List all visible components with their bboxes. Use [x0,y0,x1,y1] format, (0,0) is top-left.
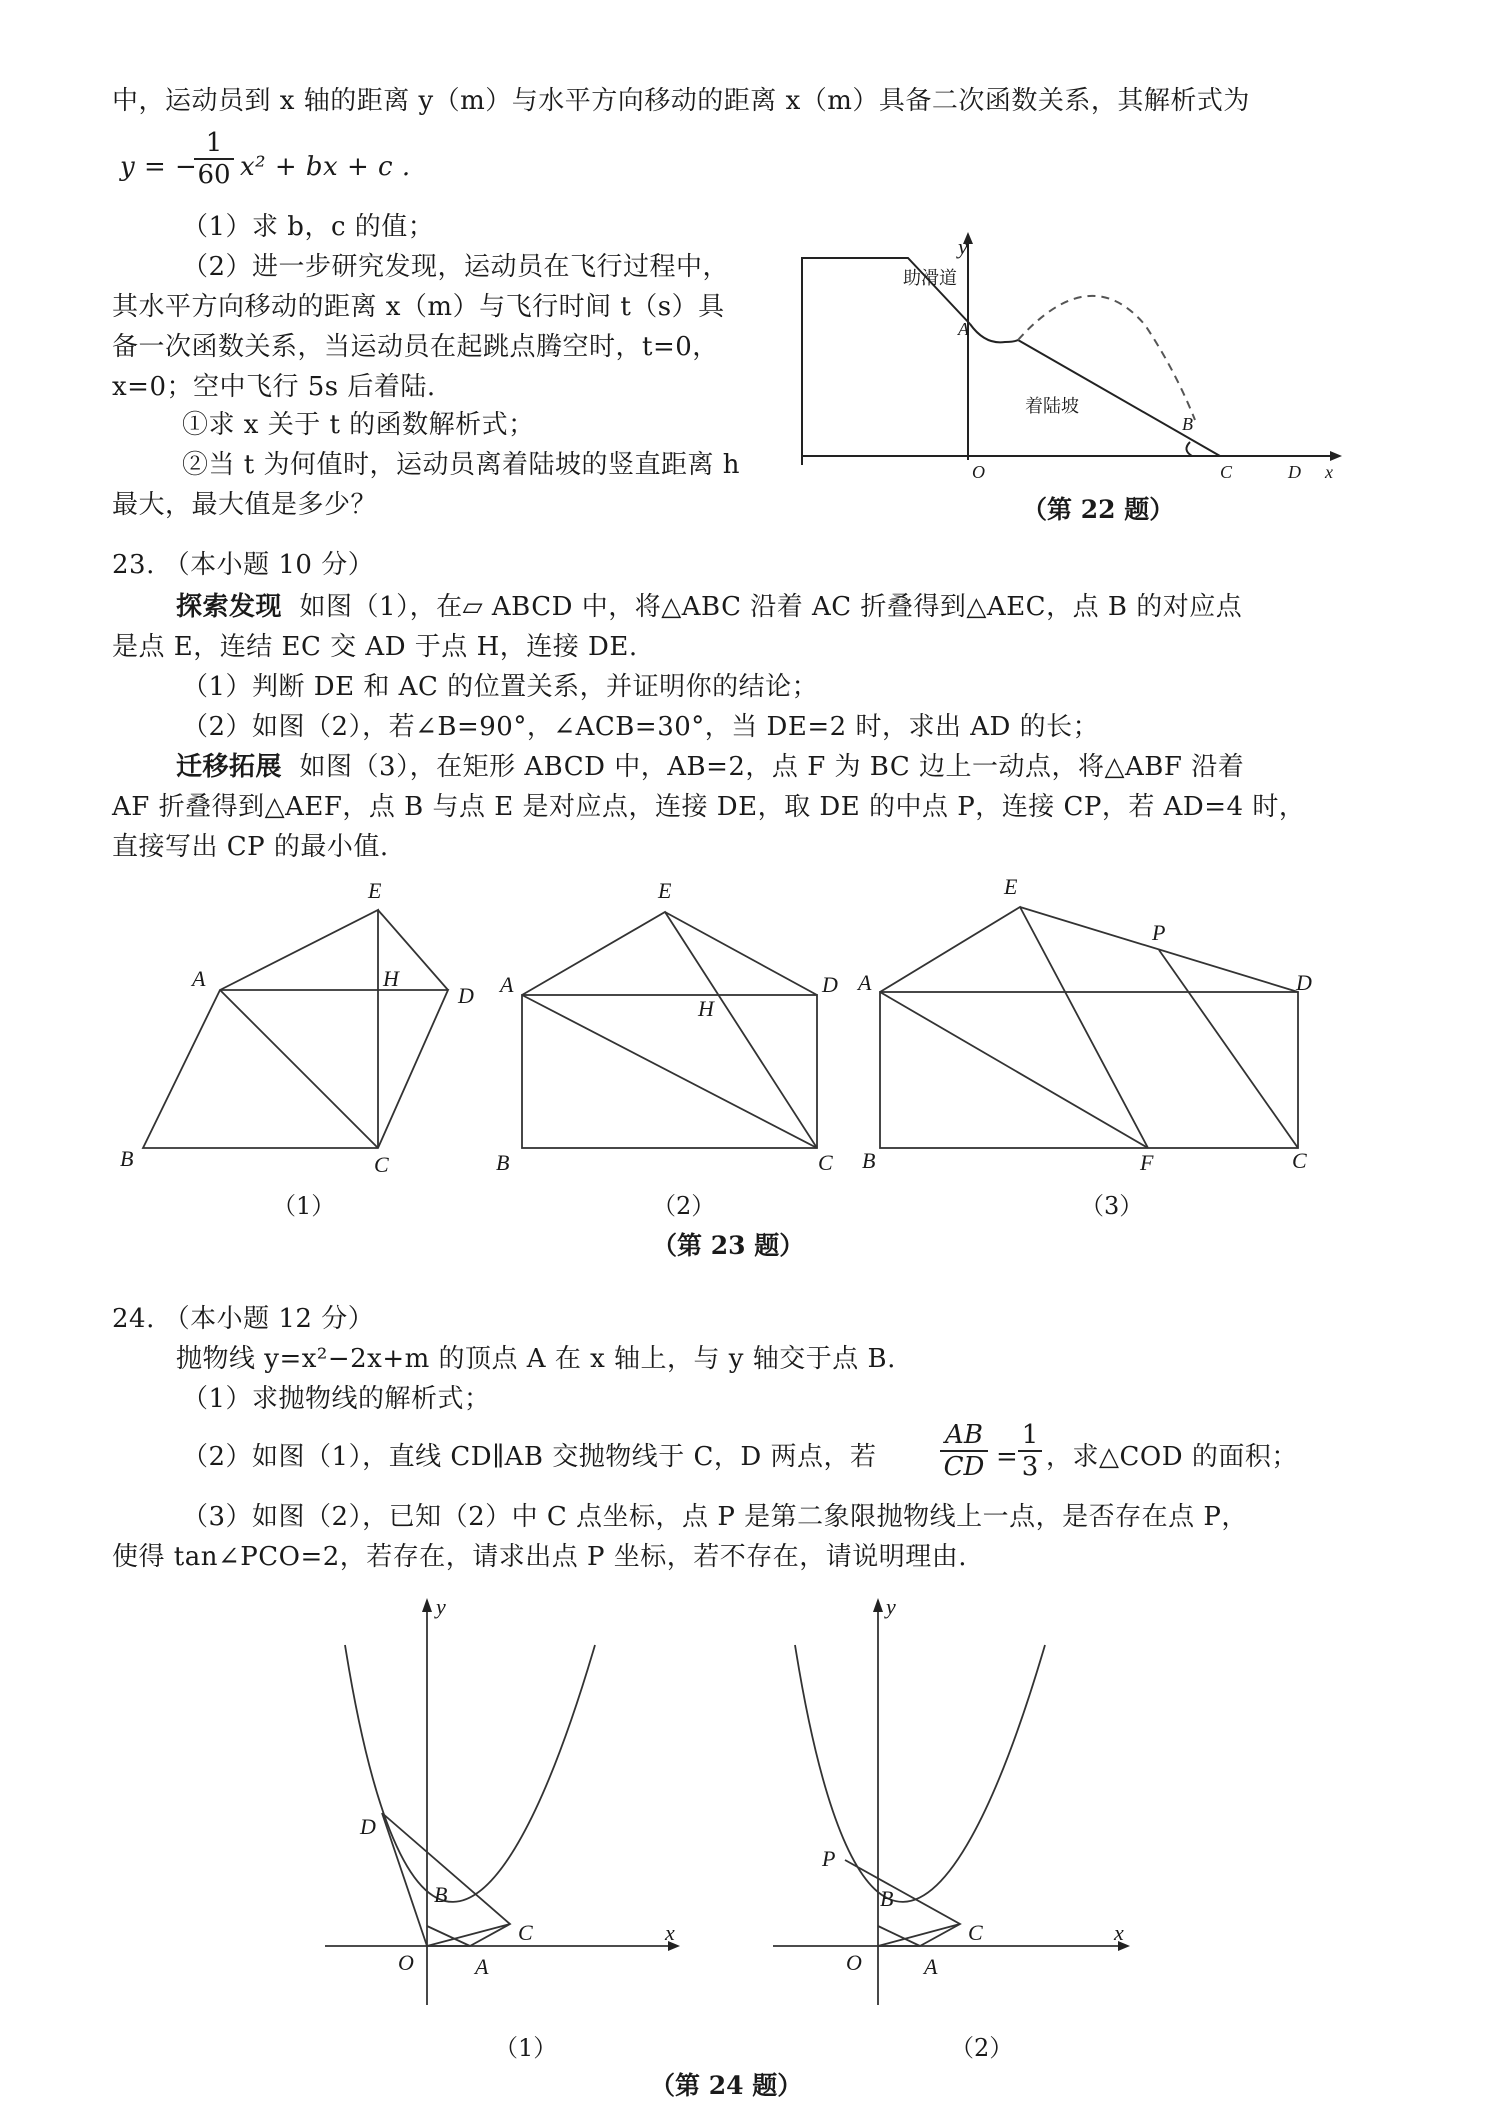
q23-fig3-num: （3） [1080,1192,1144,1220]
q24-part2-post: ，求△COD 的面积； [1046,1442,1298,1472]
q22-label-o: O [972,462,985,482]
q23-f1-a: A [192,966,206,991]
q24-f1-y: y [436,1594,446,1619]
q24-caption: （第 24 题） [650,2071,803,2100]
q23-f1-b: B [120,1146,134,1171]
q24-part2-pre: （2）如图（1），直线 CD∥AB 交抛物线于 C，D 两点，若 [182,1442,877,1472]
q24-f1-d: D [360,1814,376,1839]
q22-label-x: x [1325,462,1333,482]
q22-part2-line2: 其水平方向移动的距离 x（m）与飞行时间 t（s）具 [112,292,725,322]
q23-part2: （2）如图（2），若∠B=90°，∠ACB=30°，当 DE=2 时，求出 AD 的长； [182,712,1100,742]
q24-f1-b: B [434,1882,448,1907]
q24-fig2 [773,1605,1122,2005]
q22-label-a: A [958,319,969,339]
q23-line2: 是点 E，连结 EC 交 AD 于点 H，连接 DE. [112,632,638,662]
q23-caption: （第 23 题） [652,1231,805,1260]
q24-part2-num: AB [945,1420,983,1450]
q24-f1-a: A [475,1954,489,1979]
q22-part2-line4: x=0；空中飞行 5s 后着陆. [112,372,436,402]
q23-f1-d: D [458,983,474,1008]
q22-formula-prefix: y = − [120,152,198,182]
q24-part2-rnum: 1 [1021,1420,1039,1450]
q22-label-b: B [1182,414,1193,434]
q22-formula-num: 1 [205,128,223,158]
q22-line1: 中，运动员到 x 轴的距离 y（m）与水平方向移动的距离 x（m）具备二次函数关系，其解析式为 [112,86,1250,116]
q22-part2-b-line2: 最大，最大值是多少？ [112,490,378,520]
q23-fig1-num: （1） [272,1192,336,1220]
q22-formula-suffix: x² + bx + c . [240,152,411,182]
q23-f2-e: E [658,878,672,903]
q24-header: 24. （本小题 12 分） [112,1304,375,1334]
q22-part2-line3: 备一次函数关系，当运动员在起跳点腾空时，t=0， [112,332,719,362]
q22-part2-a: ①求 x 关于 t 的函数解析式； [182,410,535,440]
q24-part3-line1: （3）如图（2），已知（2）中 C 点坐标，点 P 是第二象限抛物线上一点，是否存在点 P， [182,1502,1248,1532]
q23-f3-c: C [1292,1148,1307,1173]
q23-extend-title: 迁移拓展 [176,752,283,782]
q23-line5: 直接写出 CP 的最小值. [112,832,389,862]
q23-f2-c: C [818,1150,833,1175]
q24-part2-rden: 3 [1018,1450,1042,1482]
q22-label-d: D [1288,462,1301,482]
q23-f2-d: D [822,972,838,997]
q23-f3-b: B [862,1148,876,1173]
q22-caption: （第 22 题） [1022,495,1175,524]
q24-f2-p: P [822,1846,836,1871]
q22-label-ramp: 助滑道 [903,268,957,288]
q23-f3-d: D [1296,970,1312,995]
q24-f2-a: A [924,1954,938,1979]
q22-label-c: C [1220,462,1233,482]
q24-line1: 抛物线 y=x²−2x+m 的顶点 A 在 x 轴上，与 y 轴交于点 B. [176,1344,896,1374]
q23-f3-a: A [858,970,872,995]
q23-line3-text: 如图（3），在矩形 ABCD 中，AB=2，点 F 为 BC 边上一动点，将△ABF 沿着 [299,752,1245,782]
q23-fig2-num: （2） [652,1192,716,1220]
q23-line4: AF 折叠得到△AEF，点 B 与点 E 是对应点，连接 DE，取 DE 的中点 P，连接 CP，若 AD=4 时， [112,792,1306,822]
q24-fig1 [325,1605,672,2005]
q24-part3-line2: 使得 tan∠PCO=2，若存在，请求出点 P 坐标，若不存在，请说明理由. [112,1542,968,1572]
q23-f1-c: C [374,1152,389,1177]
q22-label-y: y [958,234,968,259]
q24-f2-x: x [1114,1920,1124,1945]
q23-f1-h: H [383,966,399,991]
q22-part1: （1）求 b，c 的值； [182,212,435,242]
q24-fig1-num: （1） [494,2034,558,2062]
q22-label-slope: 着陆坡 [1025,396,1079,416]
q23-f3-e: E [1004,874,1018,899]
q23-part1: （1）判断 DE 和 AC 的位置关系，并证明你的结论； [182,672,819,702]
q24-part1: （1）求抛物线的解析式； [182,1384,491,1414]
q24-f2-b: B [880,1886,894,1911]
q22-formula-den: 60 [194,158,234,190]
q23-f3-f: F [1140,1150,1154,1175]
q22-part2-b-line1: ②当 t 为何值时，运动员离着陆坡的竖直距离 h [182,450,740,480]
q22-part2-line1: （2）进一步研究发现，运动员在飞行过程中， [182,252,730,282]
q24-f2-o: O [846,1950,862,1975]
q23-f3-p: P [1152,920,1166,945]
q24-f2-y: y [886,1594,896,1619]
q24-f1-o: O [398,1950,414,1975]
q24-part2-eq: = [996,1442,1019,1472]
q23-f2-a: A [500,972,514,997]
q23-f1-e: E [368,878,382,903]
q24-part2-den: CD [940,1450,988,1482]
q24-fig2-num: （2） [950,2034,1014,2062]
q24-f2-c: C [968,1920,983,1945]
q23-f2-h: H [698,996,714,1021]
q23-line1-text: 如图（1），在▱ ABCD 中，将△ABC 沿着 AC 折叠得到△AEC，点 B 的对应点 [299,592,1243,622]
q23-header: 23. （本小题 10 分） [112,550,375,580]
q23-explore-title: 探索发现 [176,592,283,622]
q24-f1-c: C [518,1920,533,1945]
q23-f2-b: B [496,1150,510,1175]
q24-f1-x: x [665,1920,675,1945]
